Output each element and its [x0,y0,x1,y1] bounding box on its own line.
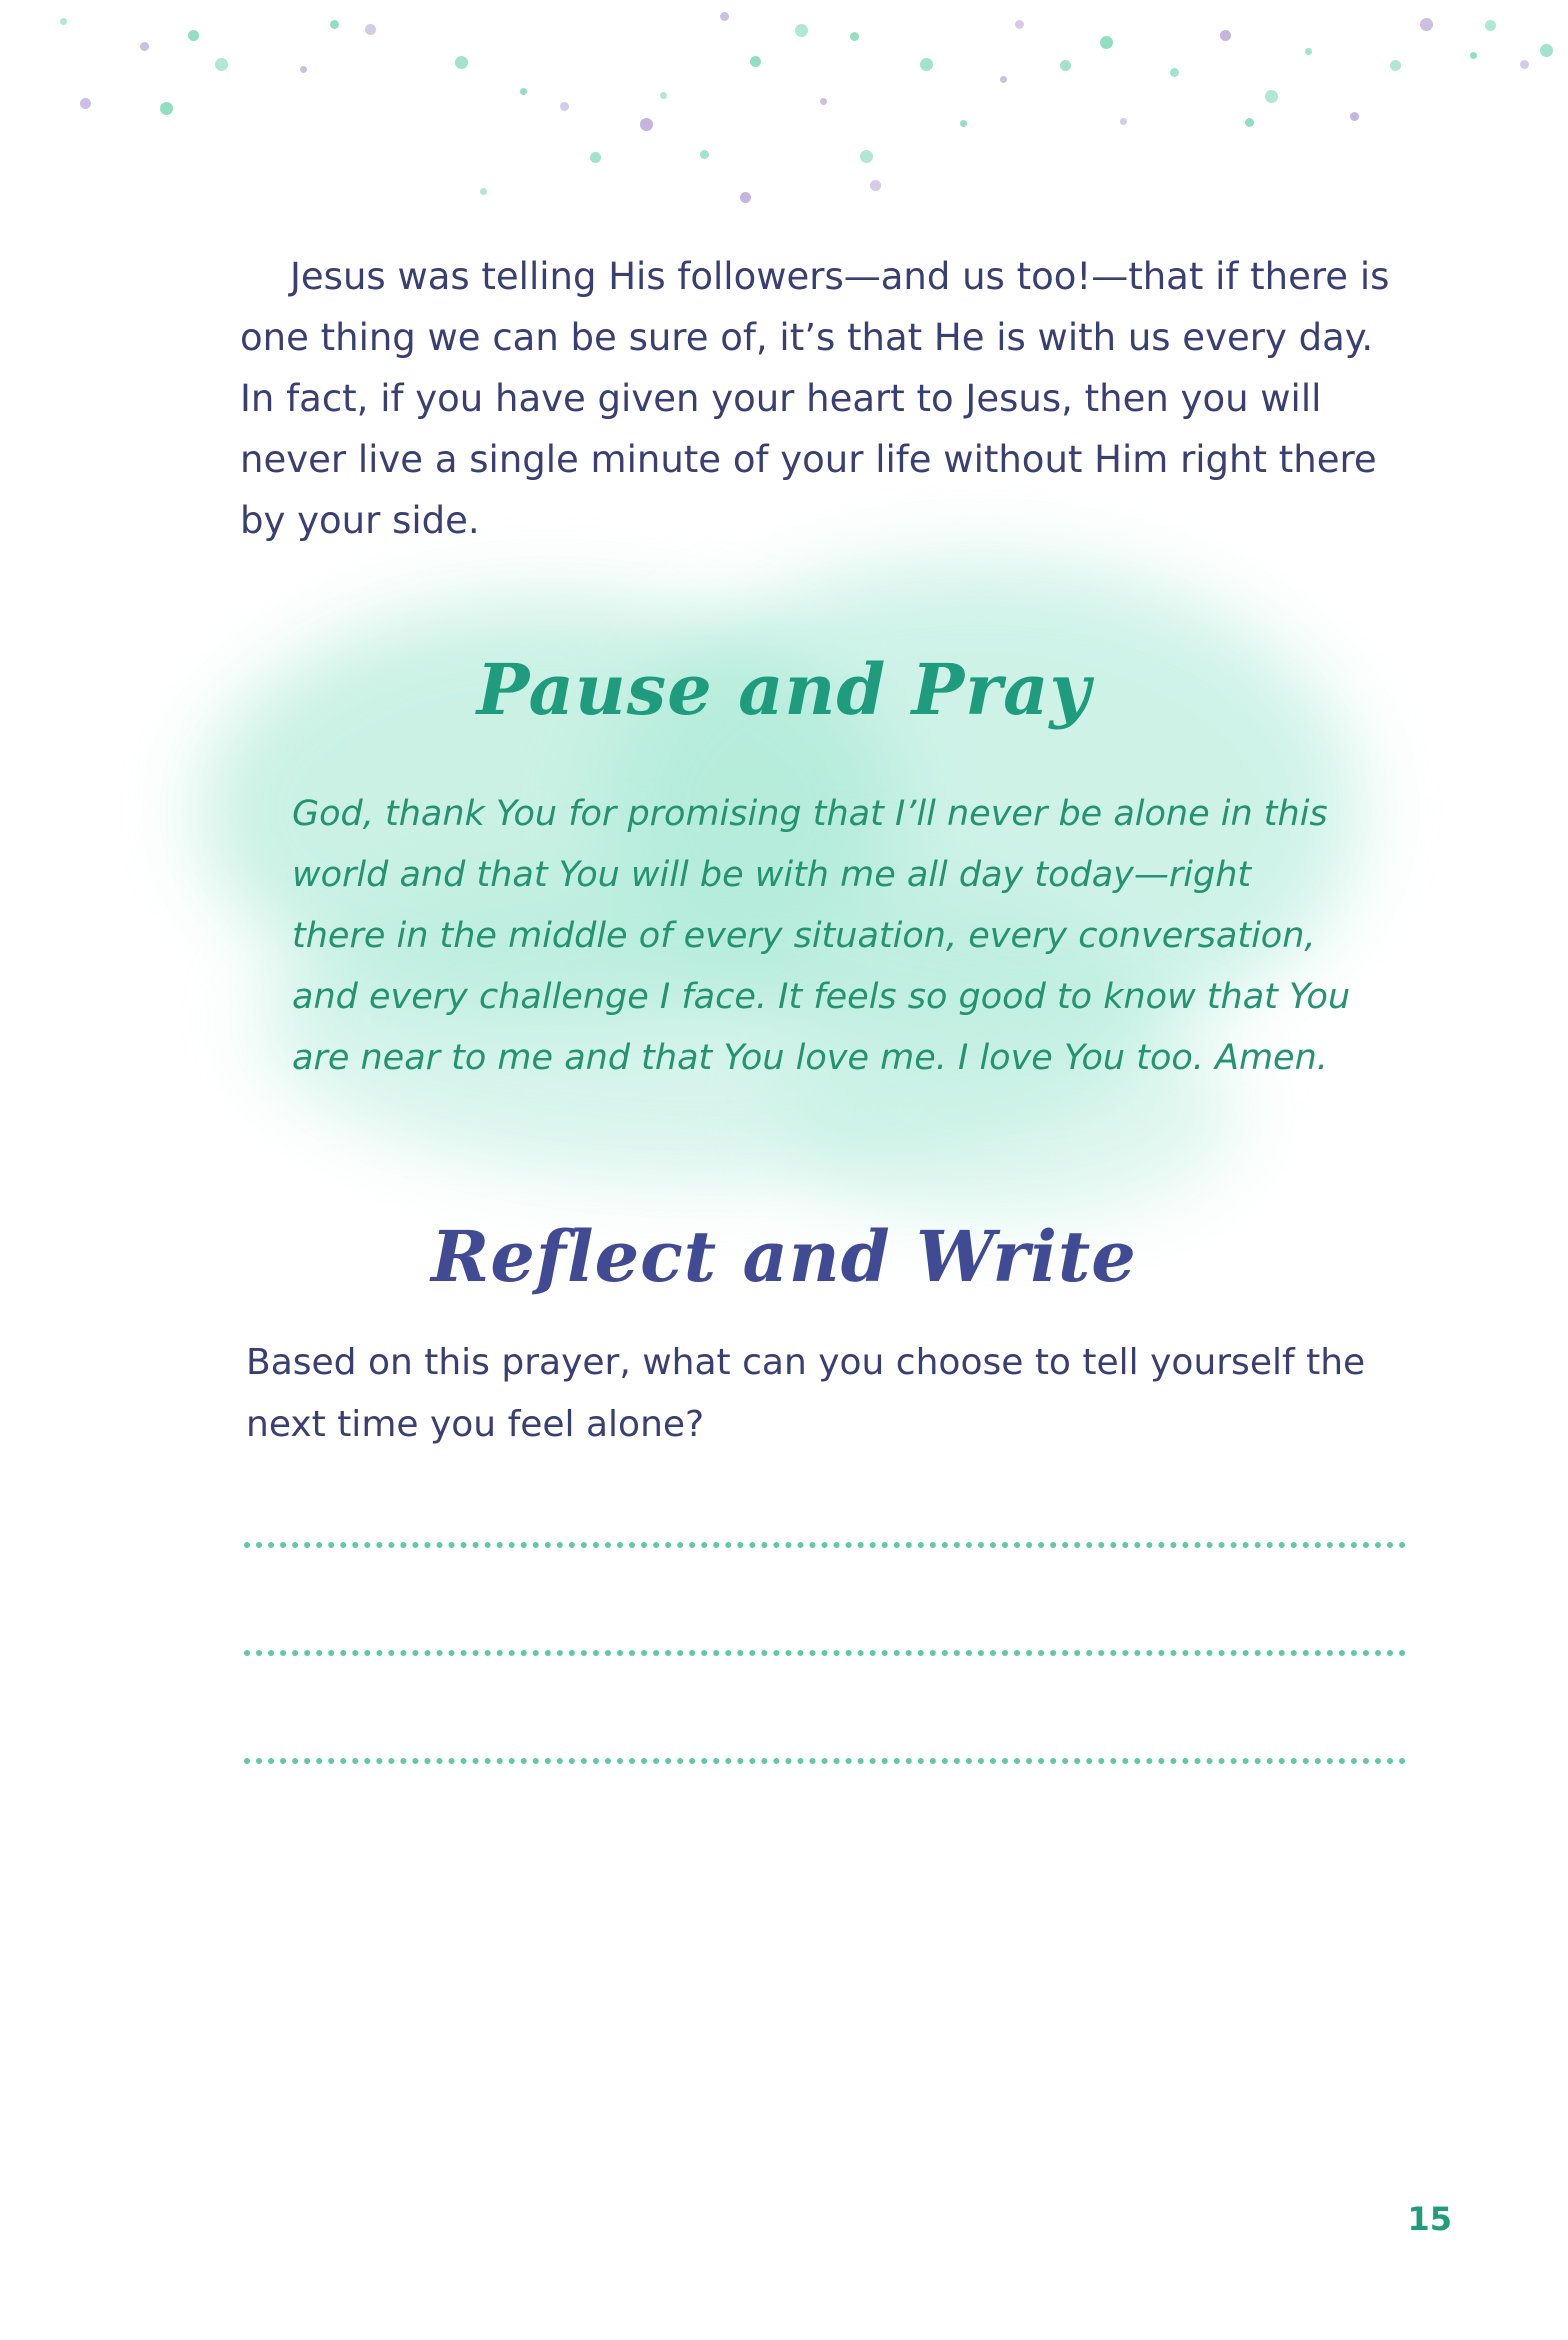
confetti-dot [480,188,487,195]
confetti-dot [1245,118,1254,127]
confetti-dot [1000,76,1007,83]
page-number: 15 [1407,2200,1452,2238]
confetti-dot [330,20,339,29]
confetti-dot [850,32,859,41]
confetti-dot [215,58,228,71]
confetti-dot [80,98,91,109]
confetti-dot [1220,30,1231,41]
confetti-dot [640,118,653,131]
confetti-dot [1420,18,1433,31]
reflect-and-write-heading: Reflect and Write [431,1215,1137,1298]
confetti-dot [455,56,468,69]
confetti-dot [870,180,881,191]
writing-line-1[interactable] [244,1542,1406,1548]
writing-line-2[interactable] [244,1650,1406,1656]
confetti-dot [1100,36,1113,49]
confetti-dot [1265,90,1278,103]
confetti-dot [188,30,199,41]
confetti-dot [700,150,709,159]
confetti-dot [740,192,751,203]
writing-line-3[interactable] [244,1758,1406,1764]
intro-paragraph: Jesus was telling His followers—and us too!—that if there is one thing we can be sure of, it’s that He is with us every day. In fact, if you have given your heart to Jesus, then you will never live a single minute of your life without Him right there by your side. [240,255,1390,542]
confetti-dot [300,66,307,73]
confetti-dot [1350,112,1359,121]
confetti-dot [720,12,729,21]
confetti-dot [140,42,149,51]
confetti-dot [365,24,376,35]
confetti-dot [560,102,569,111]
reflection-question: Based on this prayer, what can you choose to tell yourself the next time you feel alone? [246,1342,1366,1445]
confetti-dot [1520,60,1529,69]
pause-and-pray-heading: Pause and Pray [476,648,1092,731]
confetti-dot [820,98,827,105]
confetti-dot [1485,20,1496,31]
confetti-dot [1060,60,1071,71]
prayer-text: God, thank You for promising that I’ll never be alone in this world and that You will be with me all day today—right there in the middle of every situation, every conversation, and every challenge I face. It feels so good to know that You are near to me and that You love me. I love You too. Amen. [292,794,1351,1078]
confetti-dot [1305,48,1312,55]
confetti-dot [795,24,808,37]
confetti-dot [960,120,967,127]
confetti-dot [1390,60,1401,71]
confetti-dot [750,56,761,67]
confetti-dot [920,58,933,71]
confetti-dot [590,152,601,163]
confetti-dot [160,102,173,115]
confetti-dot [1015,20,1024,29]
confetti-dot [60,18,67,25]
confetti-dot [1170,68,1179,77]
confetti-dot [1470,52,1477,59]
confetti-dot [520,88,527,95]
confetti-decoration [0,0,1568,220]
confetti-dot [1120,118,1127,125]
confetti-dot [660,92,667,99]
confetti-dot [1540,44,1553,57]
confetti-dot [860,150,873,163]
